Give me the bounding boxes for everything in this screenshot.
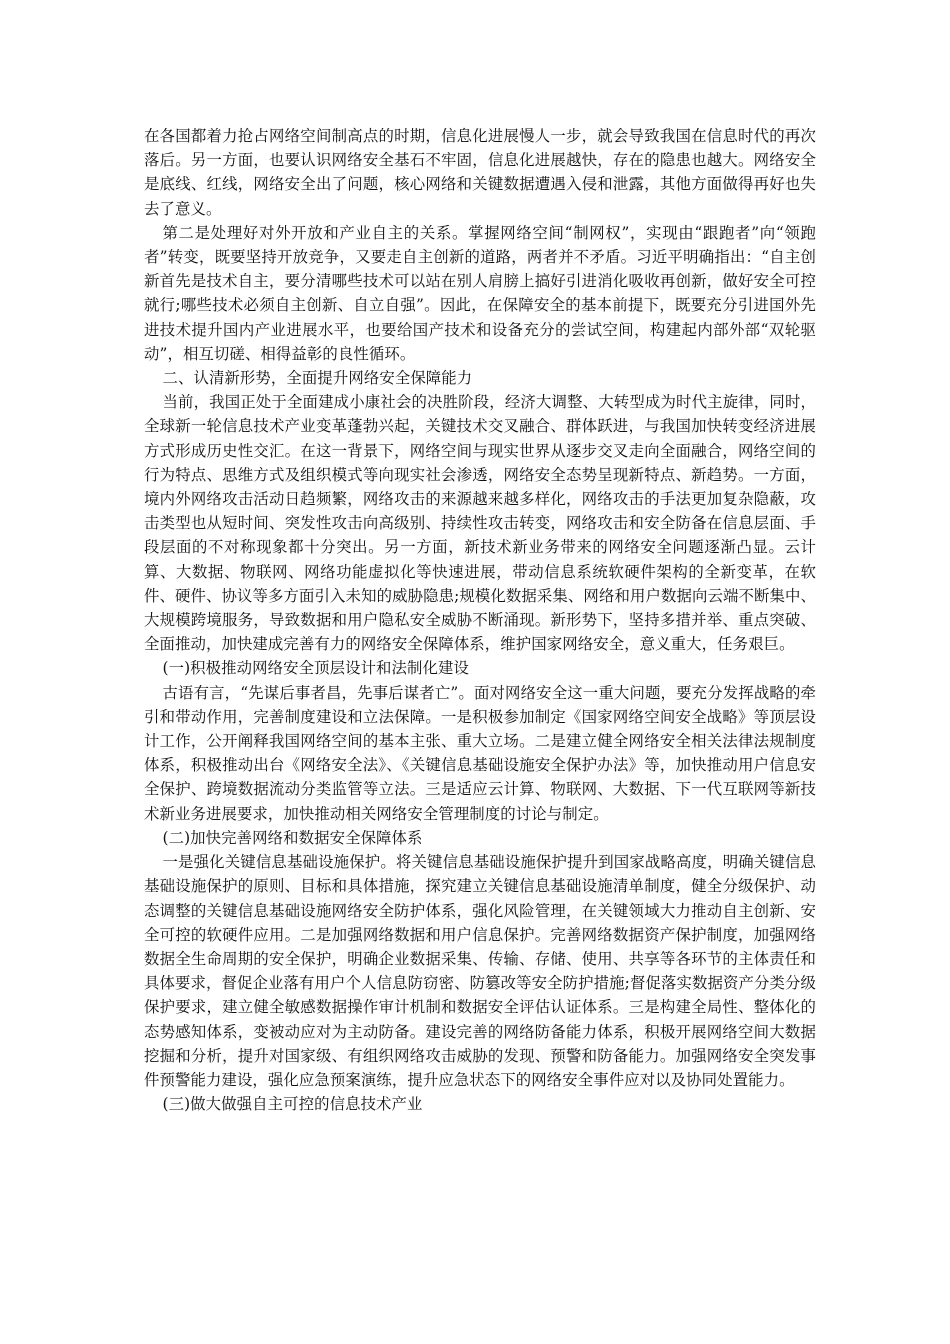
section-heading-2: 二、认清新形势，全面提升网络安全保障能力 <box>162 369 473 388</box>
subsection-heading-1: (一)积极推动网络安全顶层设计和法制化建设 <box>162 659 469 678</box>
subsection-heading-3: (三)做大做强自主可控的信息技术产业 <box>162 1095 423 1114</box>
subsection-heading-2: (二)加快完善网络和数据安全保障体系 <box>162 828 423 847</box>
document-body <box>144 124 816 1116</box>
paragraph-1: 在各国都着力抢占网络空间制高点的时期，信息化进展慢人一步，就会导致我国在信息时代的再次落后。另一方面，也要认识网络安全基石不牢固，信息化进展越快，存在的隐患也越大。网络安全是底线、红线，网络安全出了问题，核心网络和关键数据遭遇入侵和泄露，其他方面做得再好也失去了意义。 <box>144 127 816 218</box>
paragraph-2: 第二是处理好对外开放和产业自主的关系。掌握网络空间“制网权”，实现由“跟跑者”向“领跑者”转变，既要坚持开放竞争，又要走自主创新的道路，两者并不矛盾。习近平明确指出：“自主创新首先是技术自主，要分清哪些技术可以站在别人肩膀上搞好引进消化吸收再创新，做好安全可控就行;哪些技术必须自主创新、自立自强”。因此，在保障安全的基本前提下，既要充分引进国外先进技术提升国内产业进展水平，也要给国产技术和设备充分的尝试空间，构建起内部外部“双轮驱动”，相互切磋、相得益彰的良性循环。 <box>144 223 816 363</box>
paragraph-4: 古语有言，“先谋后事者昌，先事后谋者亡”。面对网络安全这一重大问题，要充分发挥战略的牵引和带动作用，完善制度建设和立法保障。一是积极参加制定《国家网络空间安全战略》等顶层设计工作，公开阐释我国网络空间的基本主张、重大立场。二是建立健全网络安全相关法律法规制度体系，积极推动出台《网络安全法》、《关键信息基础设施安全保护办法》等，加快推动用户信息安全保护、跨境数据流动分类监管等立法。三是适应云计算、物联网、大数据、下一代互联网等新技术新业务进展要求，加快推动相关网络安全管理制度的讨论与制定。 <box>144 683 816 823</box>
paragraph-3: 当前，我国正处于全面建成小康社会的决胜阶段，经济大调整、大转型成为时代主旋律，同时，全球新一轮信息技术产业变革蓬勃兴起，关键技术交叉融合、群体跃进，与我国加快转变经济进展方式形成历史性交汇。在这一背景下，网络空间与现实世界从逐步交叉走向全面融合，网络空间的行为特点、思维方式及组织模式等向现实社会渗透，网络安全态势呈现新特点、新趋势。一方面，境内外网络攻击活动日趋频繁，网络攻击的来源越来越多样化，网络攻击的手法更加复杂隐蔽，攻击类型也从短时间、突发性攻击向高级别、持续性攻击转变，网络攻击和安全防备在信息层面、手段层面的不对称现象都十分突出。另一方面，新技术新业务带来的网络安全问题逐渐凸显。云计算、大数据、物联网、网络功能虚拟化等快速进展，带动信息系统软硬件架构的全新变革，在软件、硬件、协议等多方面引入未知的威胁隐患;规模化数据采集、网络和用户数据向云端不断集中、大规模跨境服务，导致数据和用户隐私安全威胁不断涌现。新形势下，坚持多措并举、重点突破、全面推动，加快建成完善有力的网络安全保障体系，维护国家网络安全，意义重大，任务艰巨。 <box>144 393 816 654</box>
paragraph-5: 一是强化关键信息基础设施保护。将关键信息基础设施保护提升到国家战略高度，明确关键信息基础设施保护的原则、目标和具体措施，探究建立关键信息基础设施清单制度，健全分级保护、动态调整的关键信息基础设施网络安全防护体系，强化风险管理，在关键领域大力推动自主创新、安全可控的软硬件应用。二是加强网络数据和用户信息保护。完善网络数据资产保护制度，加强网络数据全生命周期的安全保护，明确企业数据采集、传输、存储、使用、共享等各环节的主体责任和具体要求，督促企业落有用户个人信息防窃密、防篡改等安全防护措施;督促落实数据资产分类分级保护要求，建立健全敏感数据操作审计机制和数据安全评估认证体系。三是构建全局性、整体化的态势感知体系，变被动应对为主动防备。建设完善的网络防备能力体系，积极开展网络空间大数据挖掘和分析，提升对国家级、有组织网络攻击威胁的发现、预警和防备能力。加强网络安全突发事件预警能力建设，强化应急预案演练，提升应急状态下的网络安全事件应对以及协同处置能力。 <box>144 853 816 1089</box>
